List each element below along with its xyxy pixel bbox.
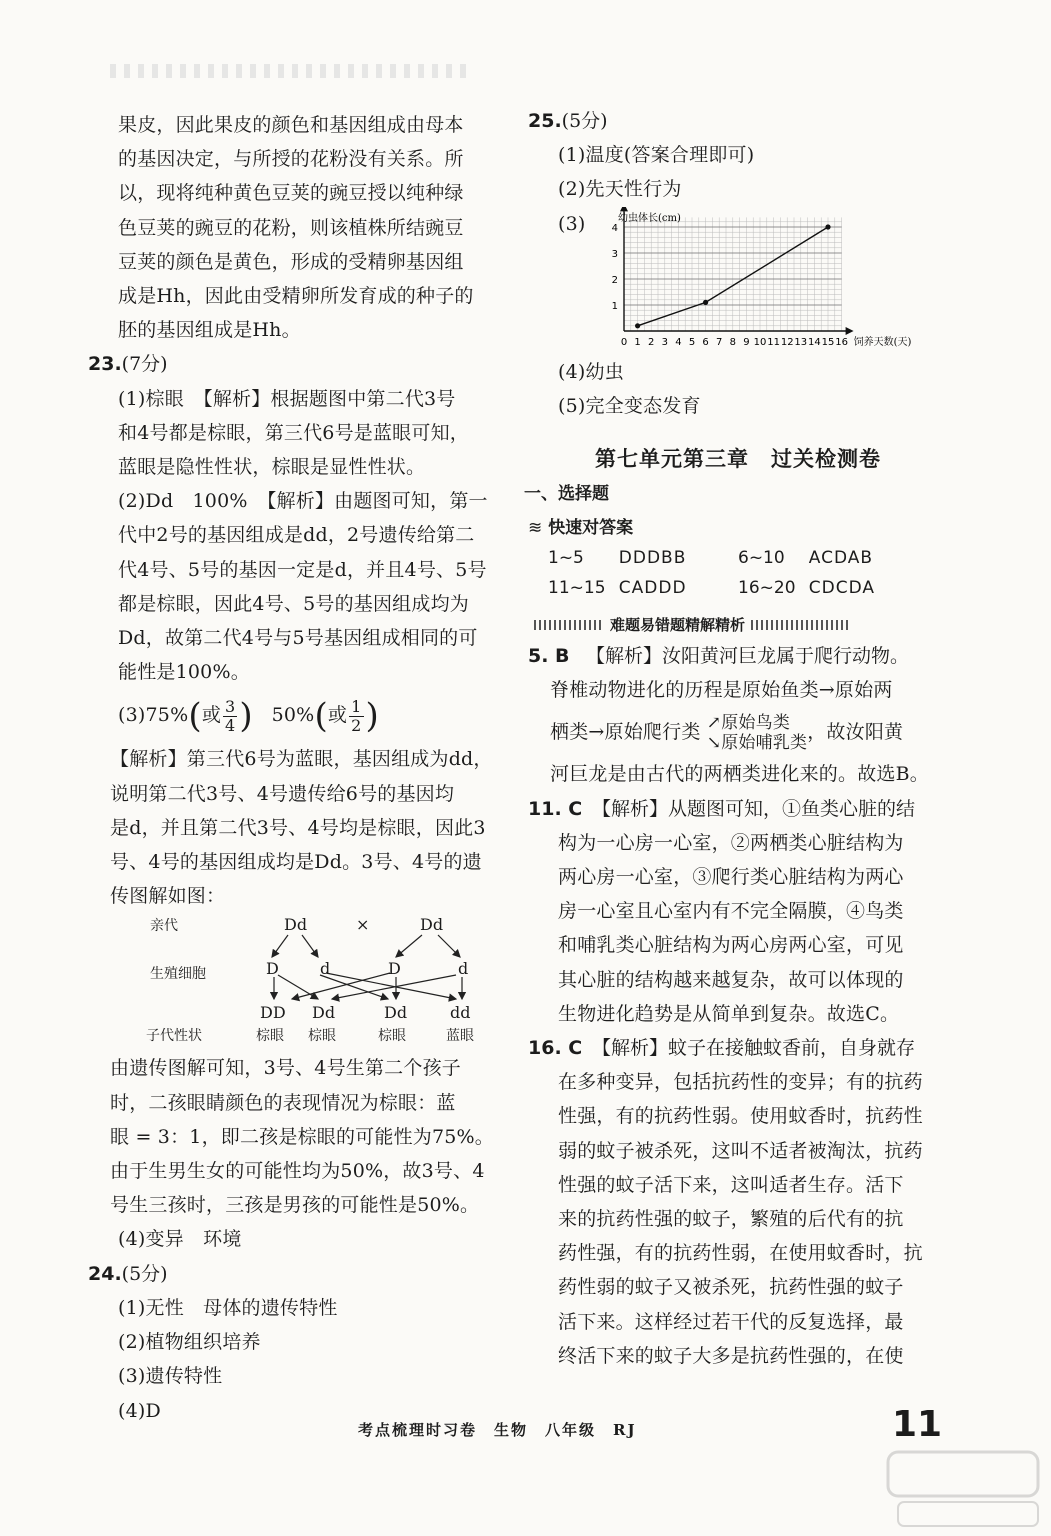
question-25-header <box>528 104 928 138</box>
gamete: d <box>320 959 331 979</box>
text-line: 号、4号的基因组成均是Dd。3号、4号的遗 <box>110 851 482 874</box>
offspring-trait: 棕眼 <box>256 1028 284 1045</box>
text-line: 两心房一心室，③爬行类心脏结构为两心 <box>558 866 904 889</box>
question-number: 5. B <box>528 645 570 668</box>
data-point <box>825 224 830 229</box>
question-11 <box>528 792 928 826</box>
y-tick-label: 3 <box>611 248 618 260</box>
y-axis-label: 幼虫体长(cm) <box>618 212 681 224</box>
x-tick-label: 9 <box>743 336 750 348</box>
x-tick-label: 7 <box>716 336 723 348</box>
text-line: 胚的基因组成是Hh。 <box>118 319 301 342</box>
part-heading: 一、选择题 <box>524 484 609 505</box>
quick-answers-heading <box>528 513 928 543</box>
text-line: 由遗传图解可知，3号、4号生第二个孩子 <box>110 1057 461 1080</box>
branch-split <box>707 713 807 753</box>
answer-row: 1~5 DDDBB 6~10 ACDAB <box>548 548 874 569</box>
x-tick-label: 1 <box>634 336 641 348</box>
text-line: (4)变异 环境 <box>118 1228 242 1251</box>
left-column <box>88 108 495 1428</box>
or-word: 或 <box>327 704 348 727</box>
text-line: 药性强，有的抗药性弱，在使用蚊香时，抗 <box>558 1242 923 1265</box>
text-line: 在多种变异，包括抗药性的变异；有的抗药 <box>558 1071 923 1094</box>
x-axis-label: 饲养天数(天) <box>853 336 912 348</box>
offspring-trait: 棕眼 <box>378 1028 406 1045</box>
y-axis-arrow <box>620 207 628 211</box>
larva-length-chart <box>586 207 956 355</box>
text-line: 蓝眼是隐性性状，棕眼是显性性状。 <box>118 456 426 479</box>
question-16-body <box>528 1065 928 1373</box>
or-word: 或 <box>201 704 222 727</box>
text-line: 由于生男生女的可能性均为50%，故3号、4 <box>110 1160 485 1183</box>
fraction-three-quarters: $\frac{3}{4}$ <box>225 696 236 735</box>
x-tick-label: 5 <box>688 336 696 348</box>
question-5 <box>528 639 928 673</box>
question-number: 16. C <box>528 1037 583 1060</box>
answer-50: 50% <box>271 704 315 727</box>
gamete: D <box>266 959 279 979</box>
y-tick-label: 1 <box>611 300 618 312</box>
decorative-dashes <box>751 620 851 630</box>
text-line: 构为一心房一心室，②两栖类心脏结构为 <box>558 831 904 854</box>
text-line: 其心脏的结构越来越复杂，故可以体现的 <box>558 968 904 991</box>
text-line: (2)Dd 100% 【解析】由题图可知，第一 <box>118 490 488 513</box>
text-line: (2)先天性行为 <box>558 178 682 201</box>
question-11-body <box>528 826 928 1031</box>
x-axis-arrow <box>846 327 854 335</box>
text-line: 传图解如图： <box>110 885 226 908</box>
text-line: 是d，并且第二代3号、4号均是棕眼，因此3 <box>110 816 486 839</box>
text-line: 成是Hh，因此由受精卵所发育成的种子的 <box>118 285 474 308</box>
text-line: 代4号、5号的基因一定是d，并且4号、5号 <box>118 558 487 581</box>
text-line: 眼 = 3：1，即二孩是棕眼的可能性为75%。 <box>110 1125 495 1148</box>
x-tick-label: 2 <box>648 336 655 348</box>
gametes-label: 生殖细胞 <box>150 966 206 983</box>
x-tick-label: 16 <box>835 336 848 348</box>
quick-answers-title: 快速对答案 <box>548 518 634 539</box>
branch-suffix: ，故汝阳黄 <box>807 721 904 744</box>
text-line: 性强的蚊子活下来，这叫适者生存。活下 <box>558 1173 904 1196</box>
text-line: 果皮，因此果皮的颜色和基因组成由母本 <box>118 114 464 136</box>
text-line: 号生三孩时，三孩是男孩的可能性是50%。 <box>110 1194 480 1217</box>
answer-row: 11~15 CADDD 16~20 CDCDA <box>548 578 876 599</box>
text-line: 的基因决定，与所授的花粉没有关系。所 <box>118 148 464 171</box>
page-footer: 考点梳理时习卷 生物 八年级 RJ <box>358 1421 637 1439</box>
x-tick-label: 4 <box>675 336 682 348</box>
parent-genotype: Dd <box>284 915 308 935</box>
question-number: 11. C <box>528 797 583 820</box>
x-tick-label: 13 <box>794 336 808 348</box>
genetic-cross-diagram <box>146 913 488 1051</box>
offspring-genotype: DD <box>260 1003 286 1023</box>
text-line: 和哺乳类心脏结构为两心房两心室，可见 <box>558 934 904 957</box>
y-tick-label: 2 <box>611 274 618 286</box>
text-line: (1)无性 母体的遗传特性 <box>118 1296 338 1319</box>
top-scan-noise <box>110 64 470 78</box>
question-number: 25. <box>528 110 562 132</box>
question-5-body <box>528 673 928 791</box>
x-tick-label: 0 <box>620 336 628 348</box>
question-25-body <box>528 138 928 423</box>
fraction-one-half: $\frac{1}{2}$ <box>351 696 362 735</box>
text-line: (1)温度(答案合理即可) <box>558 144 755 167</box>
question-number: 24. <box>88 1262 122 1285</box>
text-line: 和4号都是棕眼，第三代6号是蓝眼可知， <box>118 421 469 444</box>
hard-questions-title: 难题易错题精解精析 <box>610 616 746 635</box>
branch-prefix: 栖类→原始爬行类 <box>550 721 701 744</box>
text-line: 【解析】从题图可知，①鱼类心脏的结 <box>592 797 916 820</box>
question-23-analysis <box>88 742 495 1222</box>
branch-down: ↘原始哺乳类 <box>706 733 808 754</box>
data-point <box>703 299 708 304</box>
text-line: (4)D <box>118 1399 161 1422</box>
text-line: 性强，有的抗药性弱。使用蚊香时，抗药性 <box>558 1105 923 1128</box>
offspring-genotype: dd <box>450 1003 471 1023</box>
text-line: 河巨龙是由古代的两栖类进化来的。故选B。 <box>550 763 929 786</box>
section-title: 第七单元第三章 过关检测卷 <box>595 447 881 472</box>
branch-up: ↗原始鸟类 <box>706 713 791 734</box>
offspring-trait: 棕眼 <box>308 1028 336 1045</box>
text-line: 活下来。这样经过若干代的反复选择，最 <box>558 1310 904 1333</box>
x-tick-label: 10 <box>753 336 767 348</box>
text-line: Dd，故第二代4号与5号基因组成相同的可 <box>118 627 478 650</box>
y-tick-label: 4 <box>611 222 618 234</box>
question-number: 23. <box>88 353 122 376</box>
question-16 <box>528 1031 928 1065</box>
question-score: (5分) <box>121 1262 168 1285</box>
question-score: (5分) <box>561 110 608 132</box>
text-line: 时，二孩眼睛颜色的表现情况为棕眼：蓝 <box>110 1091 456 1114</box>
text-line: 药性弱的蚊子又被杀死，抗药性强的蚊子 <box>558 1276 904 1299</box>
offspring-genotype: Dd <box>312 1003 336 1023</box>
watermark-logo-icon <box>868 1448 1048 1532</box>
question-23-body <box>88 382 488 743</box>
cross-symbol: × <box>356 915 370 935</box>
text-line: 【解析】汝阳黄河巨龙属于爬行动物。 <box>586 645 910 668</box>
text-line: 房一心室且心室内有不完全隔膜，④鸟类 <box>558 900 904 923</box>
text-line: 说明第二代3号、4号遗传给6号的基因均 <box>110 782 455 805</box>
data-point <box>635 323 640 328</box>
text-line: 弱的蚊子被杀死，这叫不适者被淘汰，抗药 <box>558 1139 923 1162</box>
text-line: (3)遗传特性 <box>118 1365 223 1388</box>
text-line: 【解析】蚊子在接触蚊香前，自身就存 <box>592 1037 916 1060</box>
gamete: d <box>458 959 469 979</box>
x-tick-label: 3 <box>661 336 668 348</box>
text-line: 色豆荚的豌豆的花粉，则该植株所结豌豆 <box>118 216 464 239</box>
text-line: 脊椎动物进化的历程是原始鱼类→原始两 <box>550 679 893 702</box>
text-line: 以，现将纯种黄色豆荚的豌豆授以纯种绿 <box>118 182 464 205</box>
text-line: 豆荚的颜色是黄色，形成的受精卵基因组 <box>118 250 464 273</box>
x-tick-label: 8 <box>729 336 736 348</box>
right-column <box>524 108 929 1373</box>
offspring-trait: 蓝眼 <box>446 1028 474 1045</box>
text-line: 来的抗药性强的蚊子，繁殖的后代有的抗 <box>558 1208 904 1231</box>
question-24-header <box>88 1257 488 1291</box>
text-line: (5)完全变态发育 <box>558 394 701 417</box>
q25-chart-row <box>558 207 928 355</box>
text-line: 生物进化趋势是从简单到复杂。故选C。 <box>558 1002 900 1025</box>
page-number: 11 <box>892 1404 943 1445</box>
x-tick-label: 12 <box>780 336 794 348</box>
text-line: (4)幼虫 <box>558 360 624 383</box>
text-line: 都是棕眼，因此4号、5号的基因组成均为 <box>118 592 469 615</box>
decorative-dashes <box>534 620 604 630</box>
text-line: 代中2号的基因组成是dd，2号遗传给第二 <box>118 524 475 547</box>
offspring-genotype: Dd <box>384 1003 408 1023</box>
text-line: (3) <box>558 212 586 235</box>
fraction-answer-line: (3)75%(或 $\frac{3}{4}$ ) 50%(或 $\frac{1}{2}$ ) <box>118 696 379 737</box>
x-tick-label: 15 <box>821 336 835 348</box>
hard-questions-heading <box>528 611 928 639</box>
question-23-header <box>88 347 488 381</box>
x-tick-label: 14 <box>808 336 821 348</box>
parent-genotype: Dd <box>420 915 444 935</box>
continuation-text <box>88 108 488 347</box>
question-score: (7分) <box>121 353 168 376</box>
x-tick-label: 6 <box>702 336 709 348</box>
offspring-label: 子代性状 <box>146 1028 202 1045</box>
gamete: D <box>388 959 401 979</box>
evolution-branch-line <box>550 707 928 757</box>
text-line: (2)植物组织培养 <box>118 1331 261 1354</box>
parents-label: 亲代 <box>150 918 178 935</box>
text-line: (1)棕眼 【解析】根据题图中第二代3号 <box>118 387 456 410</box>
answer-75: (3)75% <box>118 704 189 727</box>
text-line: 终活下来的蚊子大多是抗药性强的，在使 <box>558 1344 904 1367</box>
wave-lines-icon: ≋ <box>528 518 543 539</box>
text-line: 能性是100%。 <box>118 661 250 684</box>
question-24-body <box>88 1291 488 1428</box>
x-tick-label: 11 <box>767 336 780 348</box>
text-line: 【解析】第三代6号为蓝眼，基因组成为dd， <box>110 748 493 771</box>
